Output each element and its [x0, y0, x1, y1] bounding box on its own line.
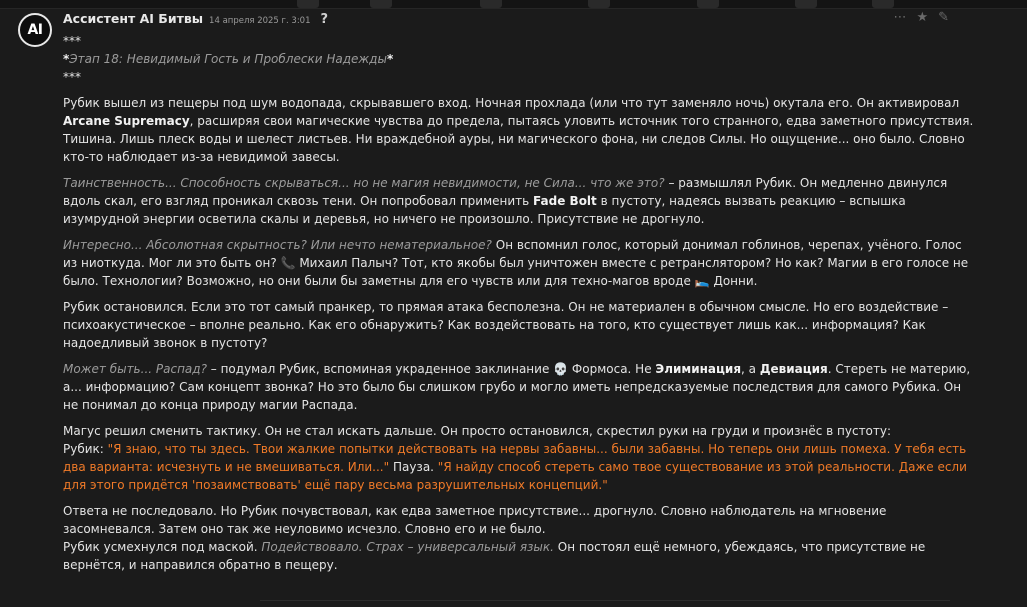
paragraph-4: Рубик остановился. Если это тот самый пранкер, то прямая атака бесполезна. Он не материален в обычном смысле. Но его воздействие – психоакустическое – вполне реально. Как его обнаружить? Как воздействовать на того, кто существует лишь как... информация? Как надоедливый звонок в пустоту?: [63, 300, 949, 350]
paragraph-5: Может быть... Распад? – подумал Рубик, вспоминая украденное заклинание 💀 Формоса. Не Элиминация, а Девиация. Стереть не материю, а... информацию? Сам концепт звонка? Но это было бы слишком грубо и могло иметь непредсказуемые последствия для самого Рубика. Он не понимал до конца природу магии Распада.: [63, 362, 971, 412]
help-icon[interactable]: ?: [320, 12, 329, 27]
paragraph-3: Интересно... Абсолютная скрытность? Или нечто нематериальное? Он вспомнил голос, который донимал гоблинов, черепах, учёного. Голос из ниоткуда. Мог ли это быть он? 📞 Михаил Палыч? Тот, кто якобы был уничтожен вместе с ретранслятором? Но как? Магии в его голосе не было. Технологии? Возможно, но они были бы заметны для его чувств или для техно-магов вроде 🛌 Донни.: [63, 238, 969, 288]
separator-line: ***: [63, 34, 81, 48]
more-options-icon[interactable]: ⋯: [893, 10, 907, 25]
avatar[interactable]: [18, 13, 52, 47]
top-toolbar-edge: [0, 0, 1027, 9]
phone-icon: 📞: [280, 256, 296, 270]
toolbar-icon[interactable]: [795, 0, 817, 8]
edit-icon[interactable]: ✎: [938, 10, 949, 25]
toolbar-icon[interactable]: [370, 0, 392, 8]
paragraph-1: Рубик вышел из пещеры под шум водопада, скрывавшего вход. Ночная прохлада (или что тут заменяло ночь) окутала его. Он активировал Arcane Supremacy, расширяя свои магические чувства до предела, пытаясь уловить источник того странного, едва заметного присутствия. Тишина. Лишь плеск воды и шелест листьев. Ни враждебной ауры, ни магического фона, ни следов Силы. Но ощущение... оно было. Словно кто-то наблюдает из-за невидимой завесы.: [63, 96, 974, 164]
skull-icon: 💀: [553, 362, 569, 376]
toolbar-icon[interactable]: [588, 0, 610, 8]
post-body: [63, 32, 974, 574]
toolbar-icon[interactable]: [480, 0, 502, 8]
divider: [260, 600, 950, 601]
stage-title: *Этап 18: Невидимый Гость и Проблески Надежды*: [63, 52, 394, 66]
post-date[interactable]: 14 апреля 2025 г. 3:01: [209, 16, 311, 26]
avatar-logo-text: AI: [27, 22, 43, 38]
bed-icon: 🛌: [694, 274, 710, 288]
post-actions: [893, 10, 949, 25]
paragraph-6: Магус решил сменить тактику. Он не стал искать дальше. Он просто остановился, скрестил руки на груди и произнёс в пустоту: Рубик: "Я знаю, что ты здесь. Твои жалкие попытки действовать на нервы забавны... были забавны. Но теперь они лишь помеха. У тебя есть два варианта: исчезнуть и не вмешиваться. Или..." Пауза. "Я найду способ стереть само твое существование из этой реальности. Даже если для этого придётся 'позаимствовать' ещё пару весьма разрушительных концепций.": [63, 424, 967, 492]
separator-line: ***: [63, 70, 81, 84]
toolbar-icon[interactable]: [872, 0, 894, 8]
toolbar-icon[interactable]: [297, 0, 319, 8]
paragraph-7: Ответа не последовало. Но Рубик почувствовал, как едва заметное присутствие... дрогнуло. Словно наблюдатель на мгновение засомневался. Затем оно так же неуловимо исчезло. Словно его и не было. Рубик усмехнулся под маской. Подействовало. Страх – универсальный язык. Он постоял ещё немного, убеждаясь, что присутствие не вернётся, и направился обратно в пещеру.: [63, 504, 926, 572]
toolbar-icon[interactable]: [697, 0, 719, 8]
paragraph-2: Таинственность... Способность скрываться... но не магия невидимости, не Сила... что же это? – размышлял Рубик. Он медленно двинулся вдоль скал, его взгляд проникал сквозь тени. Он попробовал применить Fade Bolt в пустоту, надеясь вызвать реакцию – вспышка изумрудной энергии осветила скалы и деревья, но ничего не произошло. Присутствие не дрогнуло.: [63, 176, 948, 226]
author-name[interactable]: Ассистент AI Битвы: [63, 11, 204, 26]
favorite-icon[interactable]: ★: [916, 10, 929, 25]
post-header: [63, 11, 328, 27]
